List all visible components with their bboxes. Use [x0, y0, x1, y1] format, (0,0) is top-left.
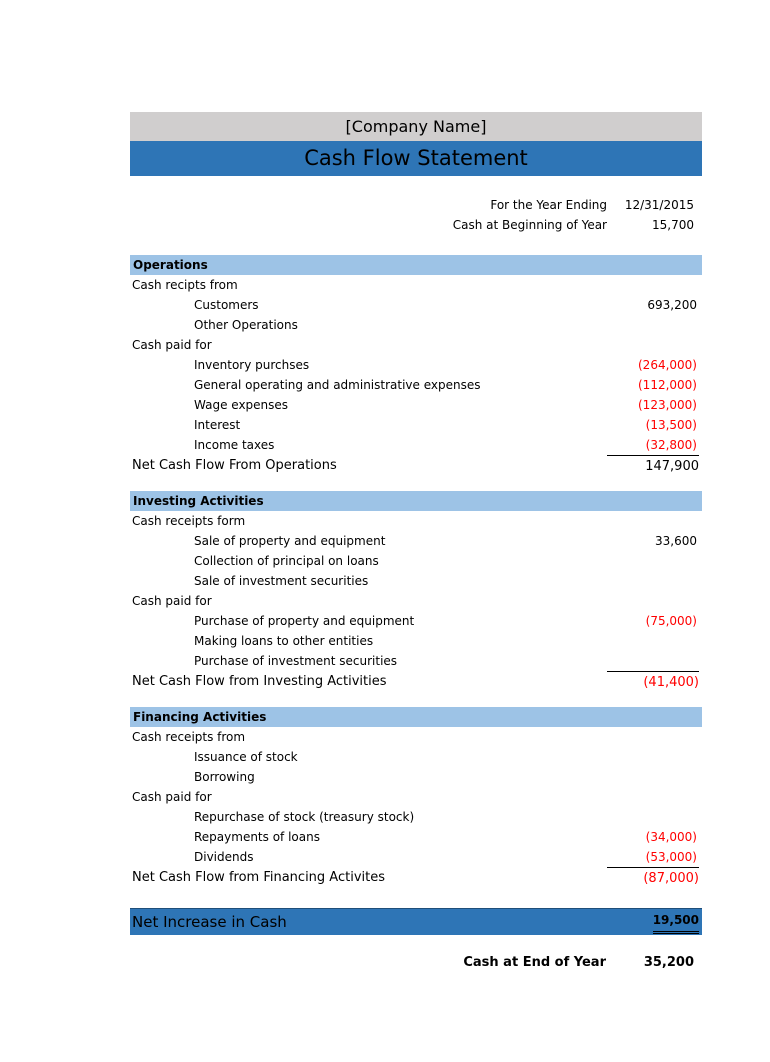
row-label: Issuance of stock — [194, 750, 298, 764]
row-label: Sale of property and equipment — [194, 534, 386, 548]
cash-begin-row — [130, 215, 702, 235]
section-financing: Financing Activities — [130, 707, 702, 727]
table-row — [130, 295, 702, 315]
investing-total-row — [130, 671, 702, 693]
row-amount: (53,000) — [645, 850, 697, 864]
row-label: Cash recipts from — [132, 278, 238, 292]
row-label: Cash receipts from — [132, 730, 246, 744]
row-label: Repurchase of stock (treasury stock) — [194, 810, 415, 824]
cash-begin-label: Cash at Beginning of Year — [452, 218, 607, 232]
table-row — [130, 435, 702, 455]
net-increase-amount: 19,500 — [653, 909, 699, 934]
row-amount: 693,200 — [647, 298, 697, 312]
cash-flow-sheet — [130, 112, 702, 973]
table-row — [130, 767, 702, 787]
row-label: Repayments of loans — [194, 830, 320, 844]
row-label: Purchase of property and equipment — [194, 614, 415, 628]
row-amount: (123,000) — [638, 398, 697, 412]
financing-total-row — [130, 867, 702, 889]
table-row — [130, 827, 702, 847]
row-label: Inventory purchses — [194, 358, 310, 372]
row-label: Dividends — [194, 850, 254, 864]
row-label: Sale of investment securities — [194, 574, 369, 588]
row-amount: (75,000) — [645, 614, 697, 628]
row-amount: (264,000) — [638, 358, 697, 372]
total-amount: (87,000) — [607, 867, 699, 890]
net-increase-label: Net Increase in Cash — [132, 913, 287, 931]
row-label: Borrowing — [194, 770, 255, 784]
cash-end-amount: 35,200 — [643, 955, 694, 970]
total-amount: (41,400) — [607, 671, 699, 694]
row-label: Customers — [194, 298, 259, 312]
table-row — [130, 727, 702, 747]
table-row — [130, 395, 702, 415]
section-operations: Operations — [130, 255, 702, 275]
table-row — [130, 551, 702, 571]
net-increase-row — [130, 908, 702, 935]
table-row — [130, 355, 702, 375]
table-row — [130, 571, 702, 591]
row-label: Making loans to other entities — [194, 634, 374, 648]
table-row — [130, 787, 702, 807]
row-label: Cash paid for — [132, 338, 212, 352]
row-label: Purchase of investment securities — [194, 654, 398, 668]
row-amount: (34,000) — [645, 830, 697, 844]
table-row — [130, 747, 702, 767]
row-amount: (32,800) — [645, 438, 697, 452]
table-row — [130, 415, 702, 435]
cash-end-label: Cash at End of Year — [463, 955, 606, 970]
cash-end-row — [130, 953, 702, 973]
table-row — [130, 511, 702, 531]
row-label: Wage expenses — [194, 398, 289, 412]
row-label: Collection of principal on loans — [194, 554, 379, 568]
row-label: Interest — [194, 418, 241, 432]
row-label: Income taxes — [194, 438, 275, 452]
cash-begin-value: 15,700 — [652, 218, 694, 232]
company-name: [Company Name] — [130, 112, 702, 141]
row-label: General operating and administrative expenses — [194, 378, 481, 392]
table-row — [130, 275, 702, 295]
statement-title: Cash Flow Statement — [130, 141, 702, 176]
table-row — [130, 591, 702, 611]
total-amount: 147,900 — [607, 455, 699, 478]
row-amount: (112,000) — [638, 378, 697, 392]
table-row — [130, 611, 702, 631]
total-label: Net Cash Flow From Operations — [132, 458, 337, 473]
table-row — [130, 335, 702, 355]
row-amount: (13,500) — [645, 418, 697, 432]
operations-total-row — [130, 455, 702, 477]
total-label: Net Cash Flow from Financing Activites — [132, 870, 385, 885]
year-ending-row — [130, 195, 702, 215]
row-label: Cash receipts form — [132, 514, 246, 528]
row-label: Cash paid for — [132, 594, 212, 608]
row-amount: 33,600 — [655, 534, 697, 548]
year-ending-value: 12/31/2015 — [624, 198, 694, 212]
table-row — [130, 807, 702, 827]
table-row — [130, 375, 702, 395]
row-label: Other Operations — [194, 318, 298, 332]
table-row — [130, 847, 702, 867]
table-row — [130, 531, 702, 551]
year-ending-label: For the Year Ending — [490, 198, 607, 212]
table-row — [130, 651, 702, 671]
table-row — [130, 631, 702, 651]
table-row — [130, 315, 702, 335]
total-label: Net Cash Flow from Investing Activities — [132, 674, 387, 689]
section-investing: Investing Activities — [130, 491, 702, 511]
row-label: Cash paid for — [132, 790, 212, 804]
